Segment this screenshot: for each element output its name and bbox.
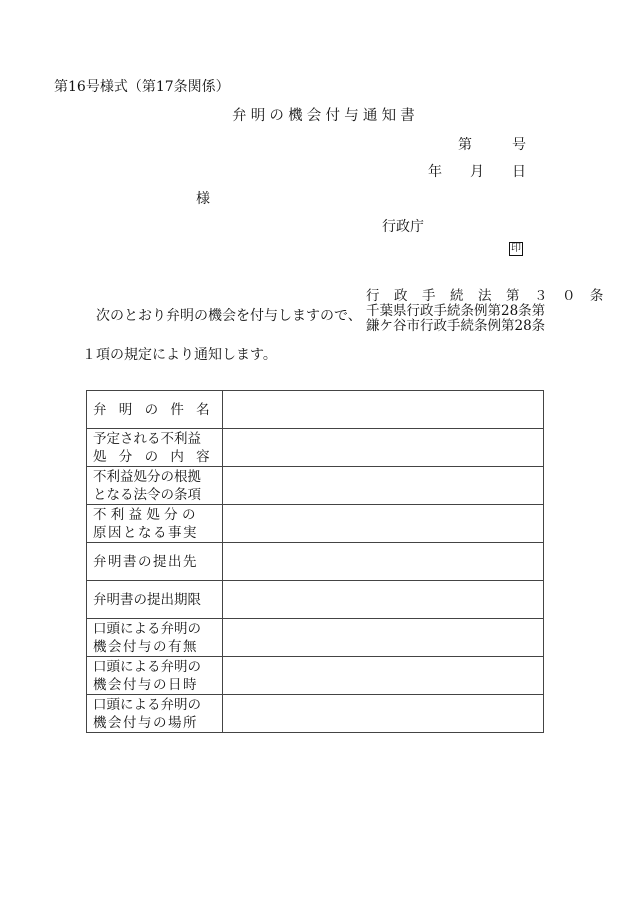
date-line xyxy=(428,161,526,181)
row-label xyxy=(87,429,223,467)
label-line: 弁明書の提出期限 xyxy=(93,591,201,608)
label-line: 予定される不利益 xyxy=(93,430,201,447)
row-label xyxy=(87,505,223,543)
seal-stamp-box: 印 xyxy=(511,243,521,254)
addressee-suffix: 様 xyxy=(196,191,210,207)
row-label xyxy=(87,657,223,695)
table-row xyxy=(87,429,544,467)
row-value-field[interactable] xyxy=(223,391,544,429)
row-value-field[interactable] xyxy=(223,505,544,543)
table-row xyxy=(87,391,544,429)
notice-form-table xyxy=(86,390,544,733)
label-line: 機会付与の有無 xyxy=(93,638,198,655)
table-row xyxy=(87,695,544,733)
law-reference-line: 千葉県行政手続条例第28条第 xyxy=(366,303,546,319)
table-row xyxy=(87,467,544,505)
table-row xyxy=(87,581,544,619)
document-number-line xyxy=(458,134,526,154)
row-label xyxy=(87,467,223,505)
row-label xyxy=(87,619,223,657)
label-line: 口頭による弁明の xyxy=(93,620,201,637)
row-value-field[interactable] xyxy=(223,581,544,619)
label-line: 口頭による弁明の xyxy=(93,658,201,675)
law-reference-line: 鎌ケ谷市行政手続条例第28条 xyxy=(366,318,546,334)
table-row xyxy=(87,657,544,695)
row-value-field[interactable] xyxy=(223,657,544,695)
issuing-agency: 行政庁 xyxy=(382,219,424,235)
label-line: 弁 明 の 件 名 xyxy=(93,401,214,418)
row-label xyxy=(87,581,223,619)
label-line: 不利益処分の根拠 xyxy=(93,468,201,485)
law-reference-stack xyxy=(366,289,609,334)
label-line: 不 利 益 処 分 の xyxy=(93,506,196,523)
label-line: 原因となる事実 xyxy=(93,524,198,541)
row-label xyxy=(87,391,223,429)
label-line: 処 分 の 内 容 xyxy=(93,448,214,465)
label-line: 機会付与の日時 xyxy=(93,676,198,693)
row-value-field[interactable] xyxy=(223,695,544,733)
label-line: となる法令の条項 xyxy=(93,486,201,503)
date-day-label: 日 xyxy=(512,164,526,180)
row-label xyxy=(87,695,223,733)
form-number: 第16号様式（第17条関係） xyxy=(54,79,230,95)
row-value-field[interactable] xyxy=(223,619,544,657)
number-label-go: 号 xyxy=(512,137,526,153)
row-value-field[interactable] xyxy=(223,543,544,581)
row-value-field[interactable] xyxy=(223,429,544,467)
table-row xyxy=(87,505,544,543)
law-reference-line: 行 政 手 続 法 第 ３ ０ 条 xyxy=(366,288,609,304)
body-text-suffix: １項の規定により通知します。 xyxy=(82,347,277,363)
number-label-dai: 第 xyxy=(458,137,472,153)
row-label xyxy=(87,543,223,581)
label-line: 機会付与の場所 xyxy=(93,714,198,731)
label-line: 口頭による弁明の xyxy=(93,696,201,713)
date-month-label: 月 xyxy=(470,164,484,180)
table-row xyxy=(87,543,544,581)
table-row xyxy=(87,619,544,657)
document-title: 弁明の機会付与通知書 xyxy=(232,108,419,124)
row-value-field[interactable] xyxy=(223,467,544,505)
body-text-prefix: 次のとおり弁明の機会を付与しますので、 xyxy=(96,308,362,324)
date-year-label: 年 xyxy=(428,164,442,180)
label-line: 弁明書の提出先 xyxy=(93,553,198,570)
